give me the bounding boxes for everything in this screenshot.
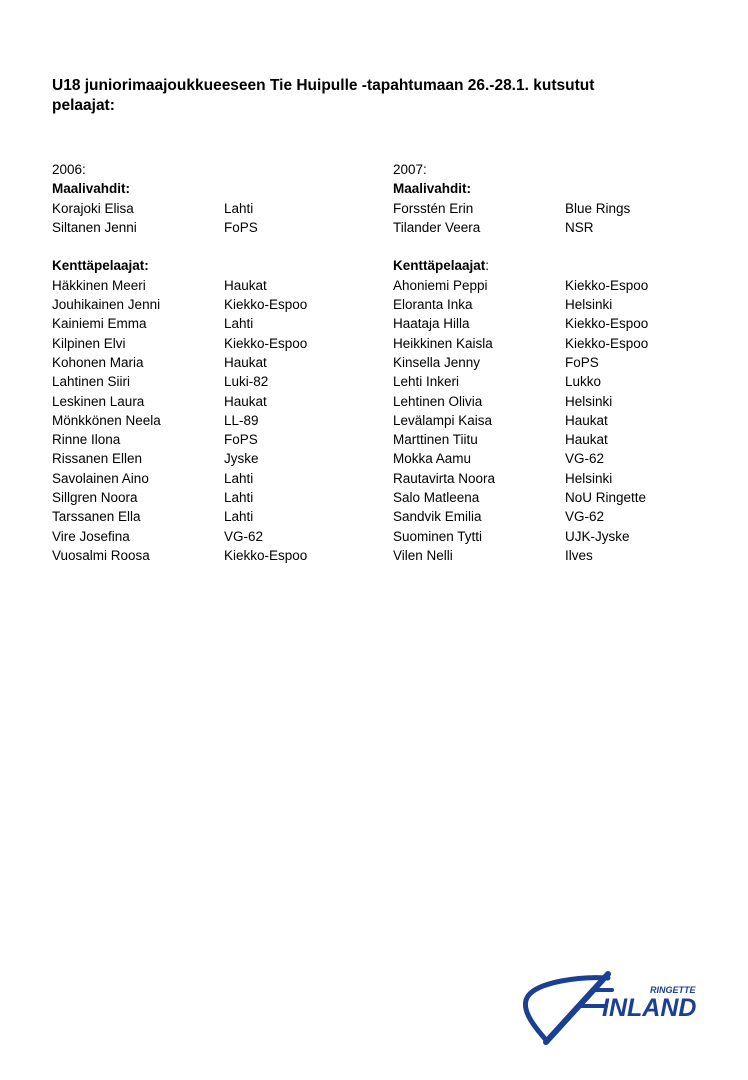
- player-row: [52, 546, 307, 565]
- player-club: VG-62: [565, 451, 605, 467]
- player-club: Kiekko-Espoo: [224, 297, 308, 313]
- player-row: [52, 334, 307, 353]
- player-club: Kiekko-Espoo: [224, 335, 308, 351]
- player-name: Siltanen Jenni: [52, 219, 137, 235]
- player-name: Jouhikainen Jenni: [52, 297, 161, 313]
- player-club: Haukat: [224, 277, 267, 293]
- player-row: [52, 488, 307, 507]
- player-name: Marttinen Tiitu: [393, 432, 478, 448]
- player-name: Heikkinen Kaisla: [393, 335, 493, 351]
- goalies-list: [52, 199, 307, 238]
- player-row: [393, 372, 648, 391]
- player-name: Lehti Inkeri: [393, 374, 460, 390]
- player-name: Forsstén Erin: [393, 200, 474, 216]
- player-club: Haukat: [224, 354, 267, 370]
- player-club: Lukko: [565, 374, 602, 390]
- ringette-finland-logo: [520, 966, 720, 1052]
- player-name: Haataja Hilla: [393, 316, 470, 332]
- player-row: [52, 411, 307, 430]
- player-name: Savolainen Aino: [52, 470, 149, 486]
- player-row: [393, 199, 648, 218]
- player-club: Kiekko-Espoo: [224, 547, 308, 563]
- player-club: VG-62: [224, 528, 264, 544]
- player-name: Rautavirta Noora: [393, 470, 496, 486]
- player-row: [52, 507, 307, 526]
- player-name: Mönkkönen Neela: [52, 412, 161, 428]
- player-row: [52, 469, 307, 488]
- player-club: Blue Rings: [565, 200, 631, 216]
- year-label: 2007:: [393, 162, 427, 177]
- player-row: [393, 488, 648, 507]
- player-club: FoPS: [224, 219, 258, 235]
- player-club: Lahti: [224, 509, 254, 525]
- player-name: Ahoniemi Peppi: [393, 277, 488, 293]
- player-name: Sillgren Noora: [52, 490, 138, 506]
- player-name: Salo Matleena: [393, 490, 480, 506]
- player-name: Vuosalmi Roosa: [52, 547, 150, 563]
- player-club: Kiekko-Espoo: [565, 316, 649, 332]
- field-players-heading: Kenttäpelaajat:: [52, 258, 149, 274]
- player-name: Tarssanen Ella: [52, 509, 141, 525]
- player-club: NoU Ringette: [565, 490, 647, 506]
- column-2006: [52, 160, 307, 565]
- player-row: [52, 276, 307, 295]
- player-name: Eloranta Inka: [393, 297, 473, 313]
- player-row: [393, 314, 648, 333]
- player-name: Lehtinen Olivia: [393, 393, 483, 409]
- player-row: [52, 314, 307, 333]
- player-name: Kinsella Jenny: [393, 354, 481, 370]
- player-club: Haukat: [565, 412, 608, 428]
- player-name: Leskinen Laura: [52, 393, 145, 409]
- field-players-list: [393, 276, 648, 565]
- player-name: Vire Josefina: [52, 528, 130, 544]
- goalies-heading: Maalivahdit:: [393, 181, 472, 197]
- player-club: FoPS: [565, 354, 599, 370]
- player-name: Kainiemi Emma: [52, 316, 147, 332]
- player-club: Jyske: [224, 451, 259, 467]
- player-row: [393, 507, 648, 526]
- player-row: [52, 372, 307, 391]
- player-club: NSR: [565, 219, 594, 235]
- heading-colon: :: [485, 258, 490, 274]
- player-row: [393, 527, 648, 546]
- player-club: Lahti: [224, 470, 254, 486]
- player-club: Helsinki: [565, 393, 613, 409]
- player-row: [393, 392, 648, 411]
- player-row: [52, 199, 307, 218]
- player-row: [393, 469, 648, 488]
- player-club: Ilves: [565, 547, 593, 563]
- player-row: [393, 353, 648, 372]
- player-name: Rinne Ilona: [52, 432, 121, 448]
- player-club: Lahti: [224, 490, 254, 506]
- player-row: [52, 218, 307, 237]
- player-name: Tilander Veera: [393, 219, 481, 235]
- player-club: FoPS: [224, 432, 258, 448]
- player-club: Luki-82: [224, 374, 269, 390]
- player-name: Vilen Nelli: [393, 547, 453, 563]
- player-row: [393, 295, 648, 314]
- logo-small-text: RINGETTE: [650, 985, 696, 995]
- player-club: Helsinki: [565, 297, 613, 313]
- player-club: Lahti: [224, 316, 254, 332]
- player-row: [393, 449, 648, 468]
- logo-main-text: INLAND: [602, 994, 697, 1022]
- player-row: [393, 334, 648, 353]
- player-row: [52, 527, 307, 546]
- player-club: Haukat: [224, 393, 267, 409]
- player-name: Sandvik Emilia: [393, 509, 482, 525]
- column-2007: [393, 160, 648, 565]
- player-row: [393, 411, 648, 430]
- player-name: Kohonen Maria: [52, 354, 144, 370]
- player-club: Helsinki: [565, 470, 613, 486]
- player-name: Häkkinen Meeri: [52, 277, 146, 293]
- field-players-heading: Kenttäpelaajat: [393, 258, 486, 274]
- field-players-list: [52, 276, 307, 565]
- player-name: Mokka Aamu: [393, 451, 472, 467]
- player-club: LL-89: [224, 412, 259, 428]
- player-club: Lahti: [224, 200, 254, 216]
- player-name: Korajoki Elisa: [52, 200, 134, 216]
- player-row: [52, 295, 307, 314]
- player-row: [52, 449, 307, 468]
- player-name: Kilpinen Elvi: [52, 335, 126, 351]
- player-row: [393, 218, 648, 237]
- player-row: [393, 430, 648, 449]
- player-row: [393, 546, 648, 565]
- document-title: U18 juniorimaajoukkueeseen Tie Huipulle -tapahtumaan 26.-28.1. kutsutut pelaajat:: [52, 77, 595, 114]
- player-name: Lahtinen Siiri: [52, 374, 131, 390]
- field-players-heading-row: [393, 256, 648, 275]
- player-club: Kiekko-Espoo: [565, 335, 649, 351]
- player-club: UJK-Jyske: [565, 528, 630, 544]
- player-name: Rissanen Ellen: [52, 451, 143, 467]
- year-label: 2006:: [52, 162, 86, 177]
- player-name: Levälampi Kaisa: [393, 412, 493, 428]
- player-row: [52, 392, 307, 411]
- player-club: VG-62: [565, 509, 605, 525]
- player-name: Suominen Tytti: [393, 528, 483, 544]
- player-club: Haukat: [565, 432, 608, 448]
- player-row: [52, 430, 307, 449]
- goalies-list: [393, 199, 648, 238]
- goalies-heading: Maalivahdit:: [52, 181, 131, 197]
- player-club: Kiekko-Espoo: [565, 277, 649, 293]
- player-row: [393, 276, 648, 295]
- player-row: [52, 353, 307, 372]
